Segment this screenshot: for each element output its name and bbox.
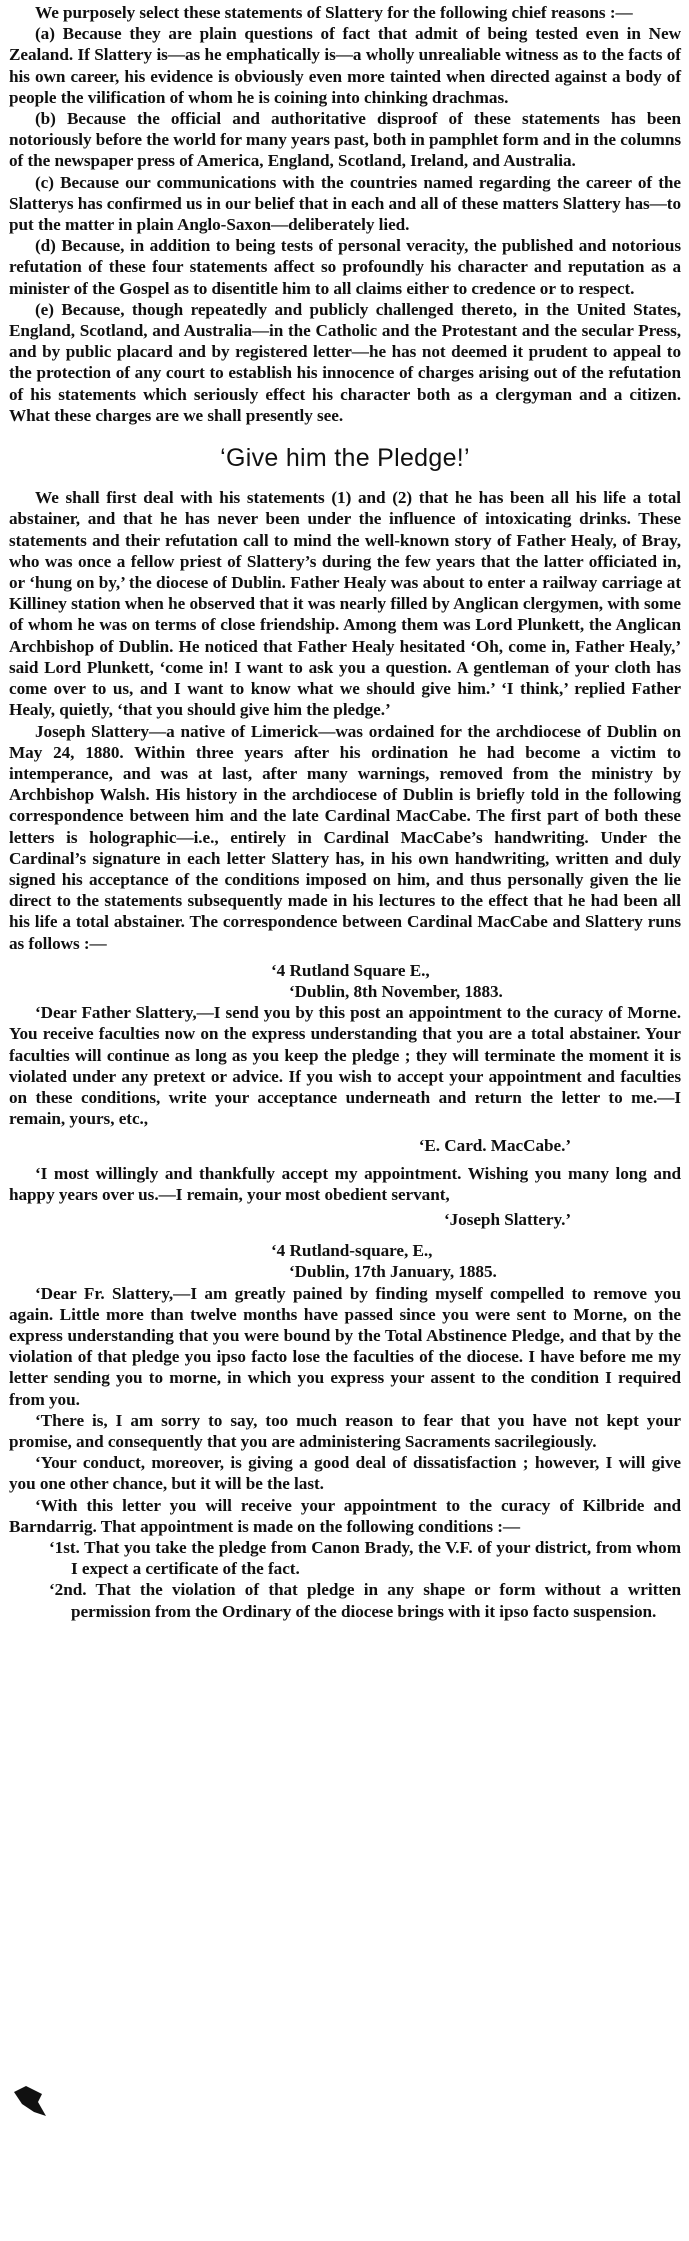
reason-b: (b) Because the official and authoritative disproof of these statements has been notoriously before the world for many years past, both in pamphlet form and in the columns of the newspaper press of America, England, Scotland, Ireland, and Australia. [9, 109, 681, 171]
ink-blot-mark [12, 2082, 52, 2122]
reason-a: (a) Because they are plain questions of fact that admit of being tested even in New Zealand. If Slattery is—as he emphatically is—a wholly unrealiable witness as to the facts of his own career, his evidence is obviously even more tainted when directed against a body of people the vilification of whom he is coining into chinking drachmas. [9, 24, 681, 107]
reason-c: (c) Because our communications with the countries named regarding the career of the Slatterys has confirmed us in our belief that in each and all of these matters Slattery has—to put the matter in plain Anglo-Saxon—deliberately lied. [9, 172, 681, 235]
slattery-history-paragraph: Joseph Slattery—a native of Limerick—was ordained for the archdiocese of Dublin on May 24, 1880. Within three years after his ordination he had become a victim to intemperance, and was at last, after many warnings, removed from the ministry by Archbishop Walsh. His history in the archdiocese of Dublin is briefly told in the following correspondence between him and the late Cardinal MacCabe. The first part of both these letters is holographic—i.e., entirely in Cardinal MacCabe’s handwriting. Under the Cardinal’s signature in each letter Slattery has, in his own handwriting, written and duly signed his acceptance of the conditions imposed on him, and thus personally given the lie direct to the statements subsequently made in his lectures to the effect that he had been all his life a total abstainer. The correspondence between Cardinal MacCabe and Slattery runs as follows :— [9, 721, 681, 953]
reason-e: (e) Because, though repeatedly and publicly challenged thereto, in the United States, England, Scotland, and Australia—in the Catholic and the Protestant and the secular Press, and by public placard and by registered letter—he has not deemed it prudent to appeal to the protection of any court to establish his innocence of charges arising out of the refutation of his statements which seriously effect his character both as a clergyman and a citizen. What these charges are we shall presently see. [9, 299, 681, 425]
article-column [9, 0, 681, 1622]
letter2-paragraph: ‘Dear Fr. Slattery,—I am greatly pained by finding myself compelled to remove you again. Little more than twelve months have passed since you were sent to Morne, on the express understanding that you were bound by the Total Abstinence Pledge, and that by the violation of that pledge you ipso facto lose the faculties of the diocese. I have before me my letter sending you to morne, in which you express your assent to the condition I required from you. [9, 1283, 681, 1409]
letter1-reply-signature: ‘Joseph Slattery.’ [443, 1209, 571, 1229]
letter2-condition-1: ‘1st. That you take the pledge from Canon Brady, the V.F. of your district, from whom I expect a certificate of the fact. [49, 1538, 681, 1579]
letter1-date: ‘Dublin, 8th November, 1883. [289, 981, 503, 1001]
letter2-condition-2: ‘2nd. That the violation of that pledge in any shape or form without a written permission from the Ordinary of the diocese brings with it ipso facto suspension. [49, 1580, 681, 1621]
letter2-date: ‘Dublin, 17th January, 1885. [289, 1262, 497, 1282]
letter2-paragraph: ‘There is, I am sorry to say, too much reason to fear that you have not kept your promise, and consequently that you are administering Sacraments sacrilegiously. [9, 1410, 681, 1451]
reason-d: (d) Because, in addition to being tests of personal veracity, the published and notorious refutation of these four statements affect so profoundly his character and reputation as a minister of the Gospel as to disentitle him to all claims either to credence or to respect. [9, 236, 681, 298]
letter2-paragraph: ‘With this letter you will receive your appointment to the curacy of Kilbride and Barndarrig. That appointment is made on the following conditions :— [9, 1495, 681, 1536]
letter1-address: ‘4 Rutland Square E., [271, 960, 430, 980]
letter2-address: ‘4 Rutland-square, E., [271, 1241, 433, 1261]
letter1-reply: ‘I most willingly and thankfully accept my appointment. Wishing you many long and happy years over us.—I remain, your most obedient servant, [9, 1163, 681, 1204]
intro-paragraph: We purposely select these statements of Slattery for the following chief reasons :— [35, 3, 633, 22]
letter1-signature: ‘E. Card. MacCabe.’ [418, 1136, 571, 1156]
section-heading: ‘Give him the Pledge!’ [220, 444, 470, 473]
father-healy-paragraph: We shall first deal with his statements (1) and (2) that he has been all his life a total abstainer, and that he has never been under the influence of intoxicating drinks. These statements and their refutation call to mind the well-known story of Father Healy, of Bray, who was once a fellow priest of Slattery’s during the few years that the latter officiated in, or ‘hung on by,’ the diocese of Dublin. Father Healy was about to enter a railway carriage at Killiney station when he observed that it was nearly filled by Anglican clergymen, with some of whom he was on terms of close friendship. Among them was Lord Plunkett, the Anglican Archbishop of Dublin. He noticed that Father Healy hesitated ‘Oh, come in, Father Healy,’ said Lord Plunkett, ‘come in! I want to ask you a question. A gentleman of your cloth has come over to us, and I want to know what we should give him.’ ‘I think,’ replied Father Healy, quietly, ‘that you should give him the pledge.’ [9, 488, 681, 720]
letter2-paragraph: ‘Your conduct, moreover, is giving a good deal of dissatisfaction ; however, I will give you one other chance, but it will be the last. [9, 1453, 681, 1494]
letter1-body: ‘Dear Father Slattery,—I send you by this post an appointment to the curacy of Morne. You receive faculties now on the express understanding that you are a total abstainer. Your faculties will continue as long as you keep the pledge ; they will terminate the moment it is violated under any pretext or advice. If you wish to accept your appointment and faculties on these conditions, write your acceptance underneath and return the letter to me.—I remain, yours, etc., [9, 1003, 681, 1129]
